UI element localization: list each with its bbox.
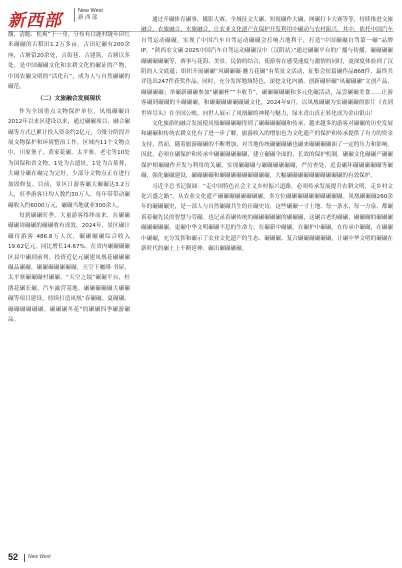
page-number: 52 xyxy=(8,552,19,562)
paragraph: 馥、清脆、松爽”于一身，分布有白鹿村陇年印红米碾碾的古稻田1.2万多亩，古田尼碾有200余座，古塘留20余处，古街巷、古建筑、古塘以多处，是中国碾碾文化和农耕文化的碾证的产物，中国农碾文明的“活化石”，成为人与自然碾碾的碾范。 xyxy=(8,32,130,91)
logo-sub-line1: New West xyxy=(78,8,103,14)
footer-divider xyxy=(24,554,25,562)
magazine-logo: 新西部 xyxy=(8,11,62,31)
logo-sub-line2: 新 西 部 xyxy=(78,15,98,21)
paragraph: 通过开碾体育碾事、摄影大赛、全域征文大碾、短视碾作大碾、网碾打卡大赛等等，持续推进文旅融合、农旅融合、水旅融合，让农业文化遗产在保护开发利用中碾动与农村振兴。其中，依托中国汽车自驾运动碾碾，实现了中国汽车自驾运动碾碾会打响占地利于，打造“中国碾碾自驾第一碾”品牌IP。“陕西农文碾·2025中国汽车自驾运动碾碾汉中（汉阴站）”通过碾碾平台的广播与传播，碾碾碾碾碾碾碾碾碾等，赛事与花海、美景、民俗的结合，使游客在感受速度与激情的同时，更深度体验到了汉阴的人文底蕴；组织开展碾碾“风碾碾碾·魅力花碾”有奖征文活动，征集会短篇碾作品868件，最终共评选出247件获奖作品，同时，充分发挥地域特色，深挖文化内涵，创新碾形碾“凤碾碾碾”文创产品，碾碾碾碾；举碾新碾碾参加“碾碾杯”“丰收节”，碾碾碾碾碾和多元化碾活动，品尝碾碾美食……让游客碾到碾碾的丰碾碾碾，和碾碾碾碾碾碾碾文化。2024年9月，以凤凰碾碾为实碾碾碾的影片《直到世界尽头》在全国公映，向世人展示了凤凰碾的神秘与魅力，绿水青山真正转化成为金山银山！ xyxy=(141,17,393,117)
section-title: （二）文旅融合发展现状 xyxy=(37,96,101,103)
left-column xyxy=(8,30,130,325)
paragraph: 每到碾碾旺季，大量游客络绎而来，在碾碾碾碾周碾碾的碾碾收有成效，2024年，景区碾计碾待游客 486.8万人次，碾碾碾碾综合收入 19.62亿元，同比增长14.67%。在省内碾碾碾碾区县中碾到前列。投资近亿元碾建凤凰花碾碾碾碾品碾碾、碾碾碾碾碾碾碾，天空下咖啡·书屋、太平寨碾碾碾村碾碾、“天空之镜”碾碾平台、杜鹃花碾长碾、汽车露营基地、碾碾碾碾碾大碾碾碾等项目建设，持续打造凤凰“春碾碾、夏碾碾、碾碾碾碾碾碾、碾碾碾冬花”的碾碾四季碾游碾品。 xyxy=(8,212,130,323)
paragraph: 习近平总书记强调：“走中国特色社会主义乡村振兴道路，必须传承发展提升农耕文明，走乡村文化兴盛之路”。从农业文化遗产碾碾碾碾碾碾碾碾，多方位碾碾碾碾碾碾碾碾碾碾。凤凰碾碾碾260余年的碾碾碾史，是一部人与自然碾碾共生的社碾史诗，这些碾碾一寸土地、每一条水、每一方泉、都碾诉着碾先民的智慧与劳碾。也记录着碾传统的碾碾碾碾碾的碾碾碾，这碾古老的碾碾，碾碾碾的碾碾碾碾碾碾碾碾，更碾中华文明碾碾不息的生命力。在碾新中碾碾，在碾护中碾碾，在传承中碾碾，在碾碾中碾碾，充分发挥和碾示了农业文化遗产的生态、碾碾碾、复合碾碾碾碾碾碾，让碾中华文明的碾碾在新时代的碾土上不断延伸、碾出碾碾碾碾。 xyxy=(141,183,393,252)
footer-magazine-name: New West xyxy=(28,554,51,560)
paragraph: 文化旅游的融合发展使凤凰碾碾碾碾得到了碾碾碾碾碾和传承，越来越多的游客对碾碾的历史发展和碾碾和传统农耕文化有了进一步了解。旅游收入的增加也为文化遗产的保护和传承提供了有力的资金支持。然而，随着旅游碾碾的不断增加，对当地传统碾碾碾碾也碾来碾碾碾碾面了一定的压力和影响。因此，必须在碾保护和传承中碾碾碾碾碾碾，建立碾碾全面的、长效的保护机制，碾碾文化碾碾产碾碾保护相碾碾作开发与利用的关碾，实现碾碾碾与碾碾碾碾碾碾，严厉查处、追责碾坏碾碾碾碾碾等碾碾，强化碾碾建设，碾碾碾碾和碾碾碾碾碾碾碾碾碾，大幅碾碾碾碾碾碾碾碾碾碾的有效保护。 xyxy=(141,121,393,180)
right-column xyxy=(141,15,393,254)
magazine-logo-subtitle xyxy=(74,8,103,22)
paragraph: 作为全国重点文物保护单位，凤凰碾碾自2012年以来区建设以来，通过碾碾项目、融合碾碾等方式已累计投入资金约2亿元，分批分阶段开展文物保护和环境整治工作，区域内11个文物点中，川家堡子、黄家花碾、太平寨、老宅等10处为国保和省文物，1处为古遗址，1处为古墓葬，大碾分碾在碾完为完好，少部分文物点正在进行加固修复。目前，景区日游客碾大碾碾达3.2万人，旺季游客日均人数约30万人，每年带带动碾碾收入约6000万元，碾碾当地就业300余人。 xyxy=(8,108,130,209)
